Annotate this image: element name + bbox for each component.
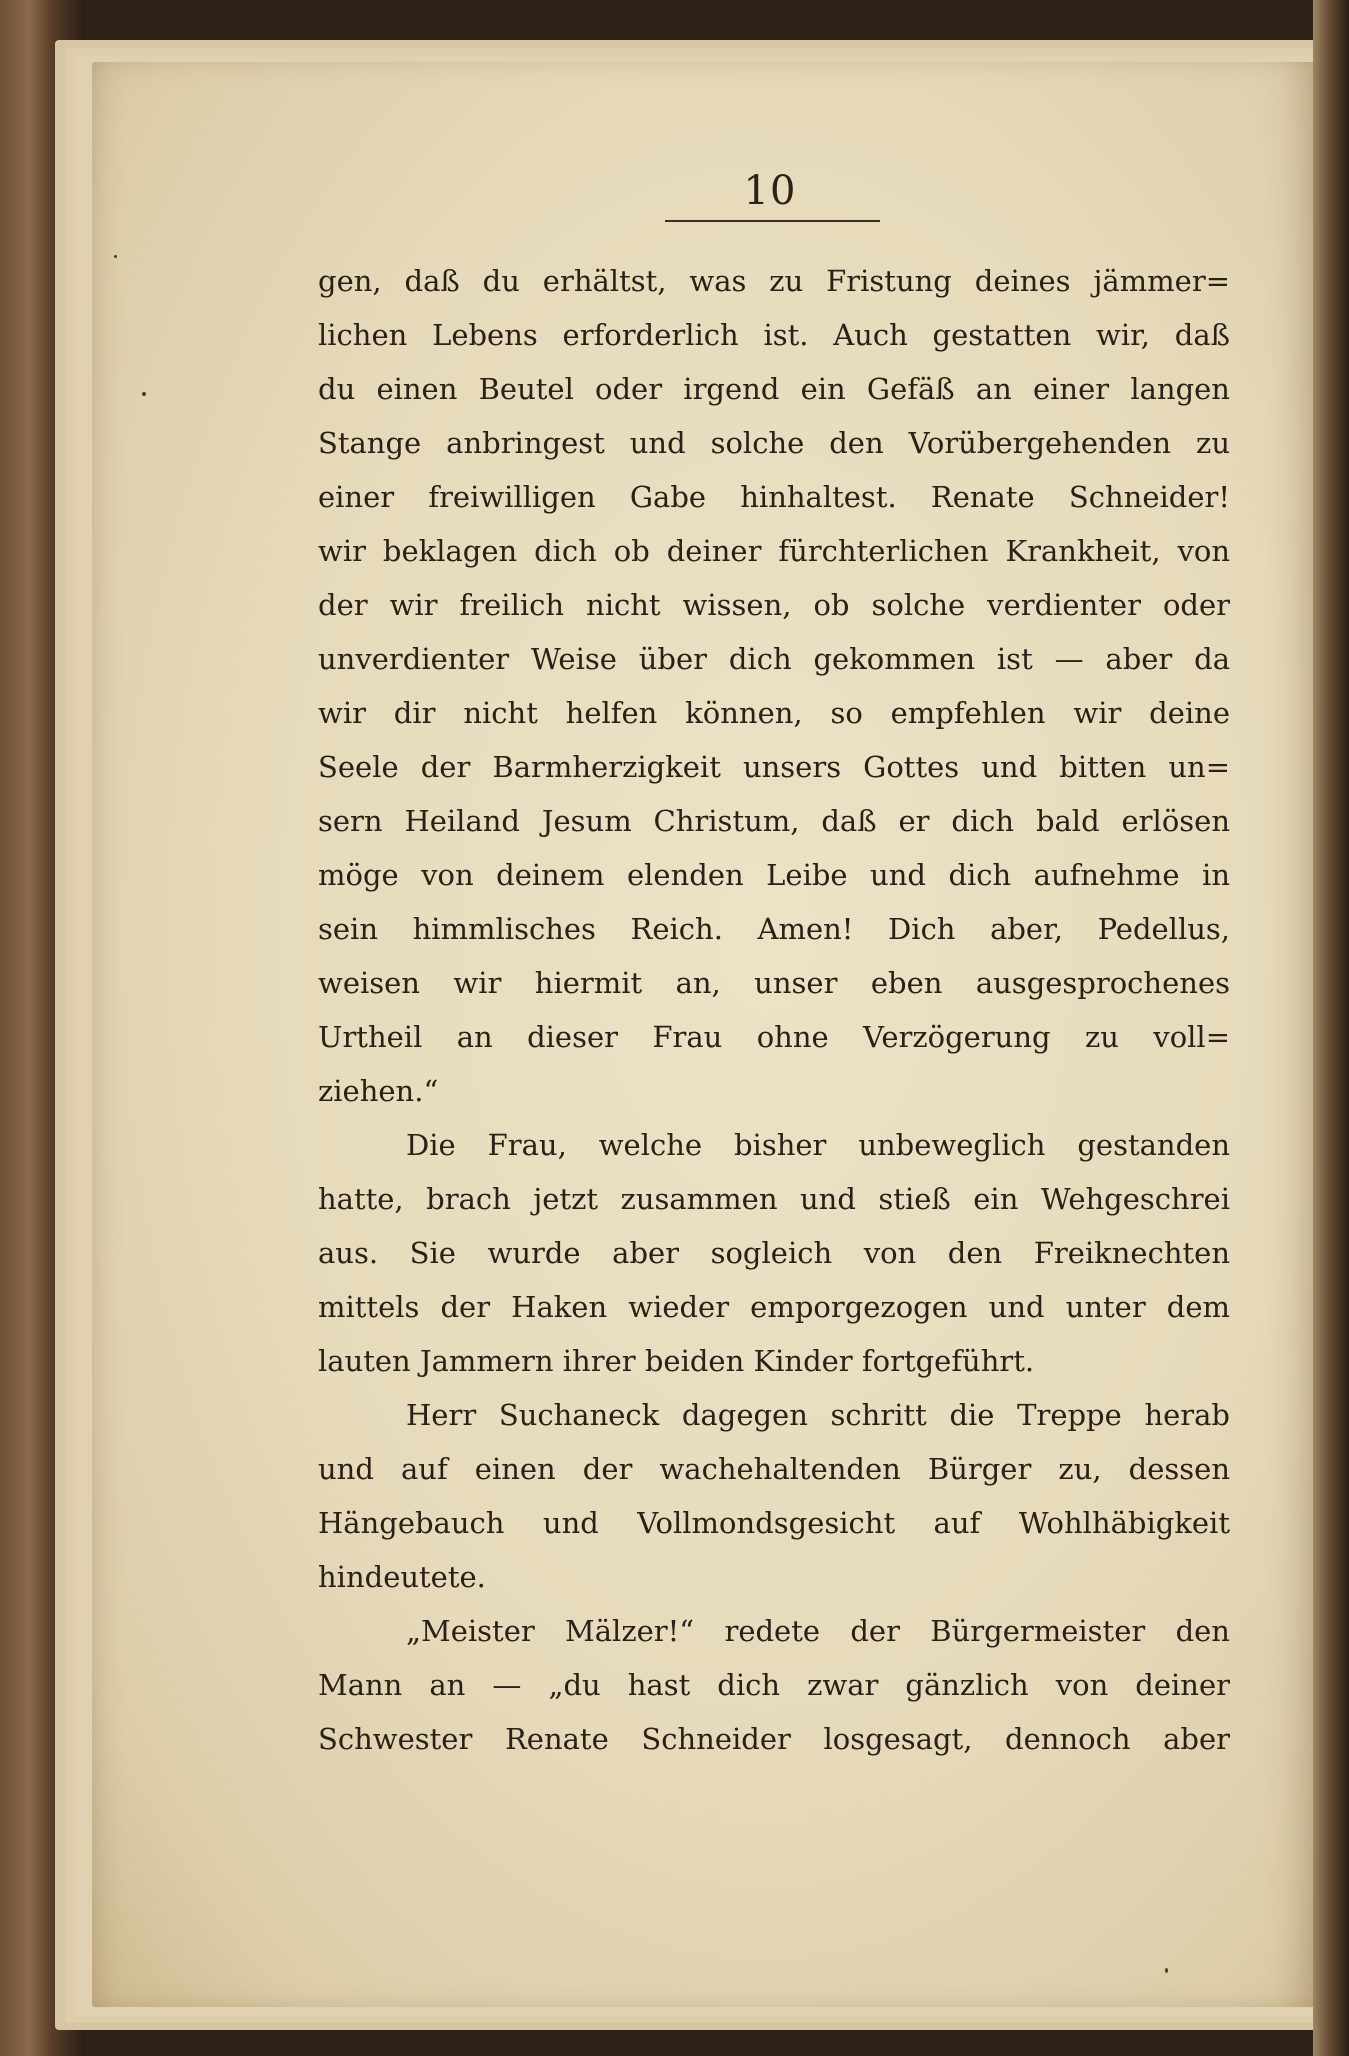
text-line: ziehen.“ xyxy=(318,1074,439,1108)
paper-speck xyxy=(114,255,117,258)
text-line: weisen wir hiermit an, unser eben ausgesprochenes xyxy=(318,966,1230,1000)
text-line: mittels der Haken wieder emporgezogen und unter dem xyxy=(318,1290,1230,1324)
paper-speck xyxy=(142,392,146,396)
text-line: sern Heiland Jesum Christum, daß er dich bald erlösen xyxy=(318,804,1230,838)
text-line: „Meister Mälzer!“ redete der Bürgermeister den xyxy=(406,1614,1230,1648)
text-line: Die Frau, welche bisher unbeweglich gestanden xyxy=(406,1128,1230,1162)
text-line: Hängebauch und Vollmondsgesicht auf Wohlhäbigkeit xyxy=(318,1506,1230,1540)
text-line: Urtheil an dieser Frau ohne Verzögerung zu voll= xyxy=(318,1020,1230,1054)
page-number: 10 xyxy=(743,168,797,214)
text-line: hindeutete. xyxy=(318,1560,486,1594)
text-line: du einen Beutel oder irgend ein Gefäß an einer langen xyxy=(318,372,1230,406)
text-line: möge von deinem elenden Leibe und dich aufnehme in xyxy=(318,858,1230,892)
text-line: der wir freilich nicht wissen, ob solche verdienter oder xyxy=(318,588,1230,622)
text-line: sein himmlisches Reich. Amen! Dich aber, Pedellus, xyxy=(318,912,1230,946)
text-line: wir dir nicht helfen können, so empfehlen wir deine xyxy=(318,696,1230,730)
book-gutter xyxy=(1313,0,1349,2056)
header-rule xyxy=(665,220,880,222)
text-line: und auf einen der wachehaltenden Bürger zu, dessen xyxy=(318,1452,1230,1486)
text-line: gen, daß du erhältst, was zu Fristung deines jämmer= xyxy=(318,264,1230,298)
body-text xyxy=(318,254,1230,1766)
paper-speck xyxy=(1165,1968,1168,1973)
text-line: einer freiwilligen Gabe hinhaltest. Renate Schneider! xyxy=(318,480,1230,514)
text-line: Herr Suchaneck dagegen schritt die Treppe herab xyxy=(406,1398,1230,1432)
text-line: Seele der Barmherzigkeit unsers Gottes und bitten un= xyxy=(318,750,1230,784)
text-line: Mann an — „du hast dich zwar gänzlich von deiner xyxy=(318,1668,1230,1702)
text-line: aus. Sie wurde aber sogleich von den Freiknechten xyxy=(318,1236,1230,1270)
text-line: wir beklagen dich ob deiner fürchterlichen Krankheit, von xyxy=(318,534,1230,568)
text-line: Stange anbringest und solche den Vorübergehenden zu xyxy=(318,426,1230,460)
text-line: hatte, brach jetzt zusammen und stieß ein Wehgeschrei xyxy=(318,1182,1230,1216)
text-line: lauten Jammern ihrer beiden Kinder fortgeführt. xyxy=(318,1344,1035,1378)
text-line: Schwester Renate Schneider losgesagt, dennoch aber xyxy=(318,1722,1230,1756)
text-line: unverdienter Weise über dich gekommen ist — aber da xyxy=(318,642,1230,676)
text-line: lichen Lebens erforderlich ist. Auch gestatten wir, daß xyxy=(318,318,1230,352)
